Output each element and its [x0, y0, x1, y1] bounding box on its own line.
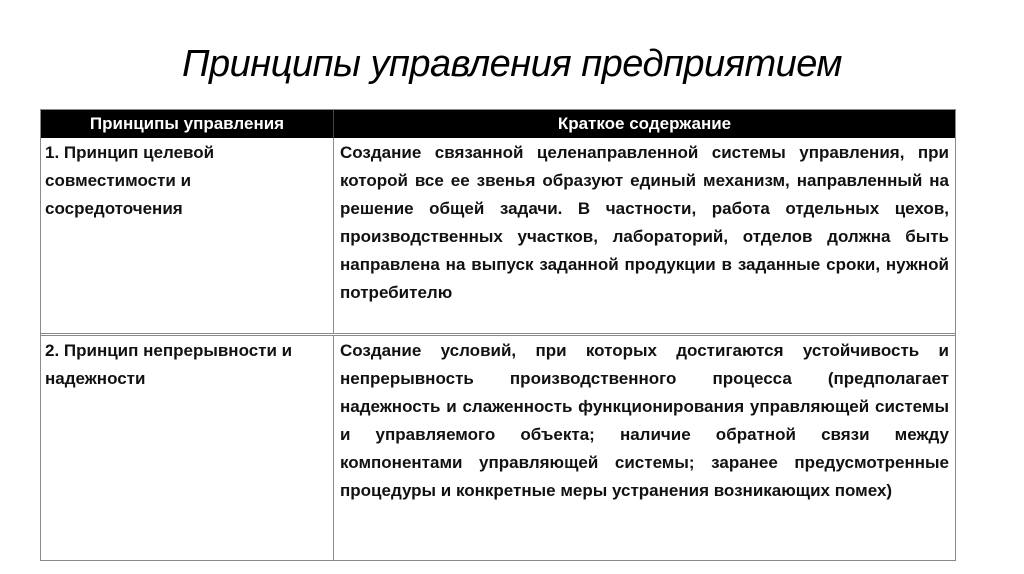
principles-table: [40, 109, 956, 561]
table-header: [41, 110, 955, 138]
header-principles: Принципы управления: [41, 110, 334, 138]
principle-cell: 1. Принцип целевой совместимости и сосредоточения: [41, 138, 334, 333]
table-row: [41, 138, 955, 333]
slide-title: Принципы управления предприятием: [181, 43, 842, 85]
table-row: [41, 333, 955, 560]
content-cell: Создание связанной целенаправленной системы управления, при которой все ее звенья образуют единый механизм, направленный на решение общей задачи. В частности, работа отдельных цехов, производственных участков, лабораторий, отделов должна быть направлена на выпуск заданной продукции в заданные сроки, нужной потребителю: [340, 143, 949, 302]
header-summary: Краткое содержание: [557, 114, 732, 133]
content-cell: Создание условий, при которых достигаются устойчивость и непрерывность производственного процесса (предполагает надежность и слаженность функционирования управляющей системы и управляемого объекта; наличие обратной связи между компонентами управляющей системы; заранее предусмотренные процедуры и конкретные меры устранения возникающих помех): [340, 341, 949, 500]
principle-cell: 2. Принцип непрерывности и надежности: [41, 336, 334, 560]
